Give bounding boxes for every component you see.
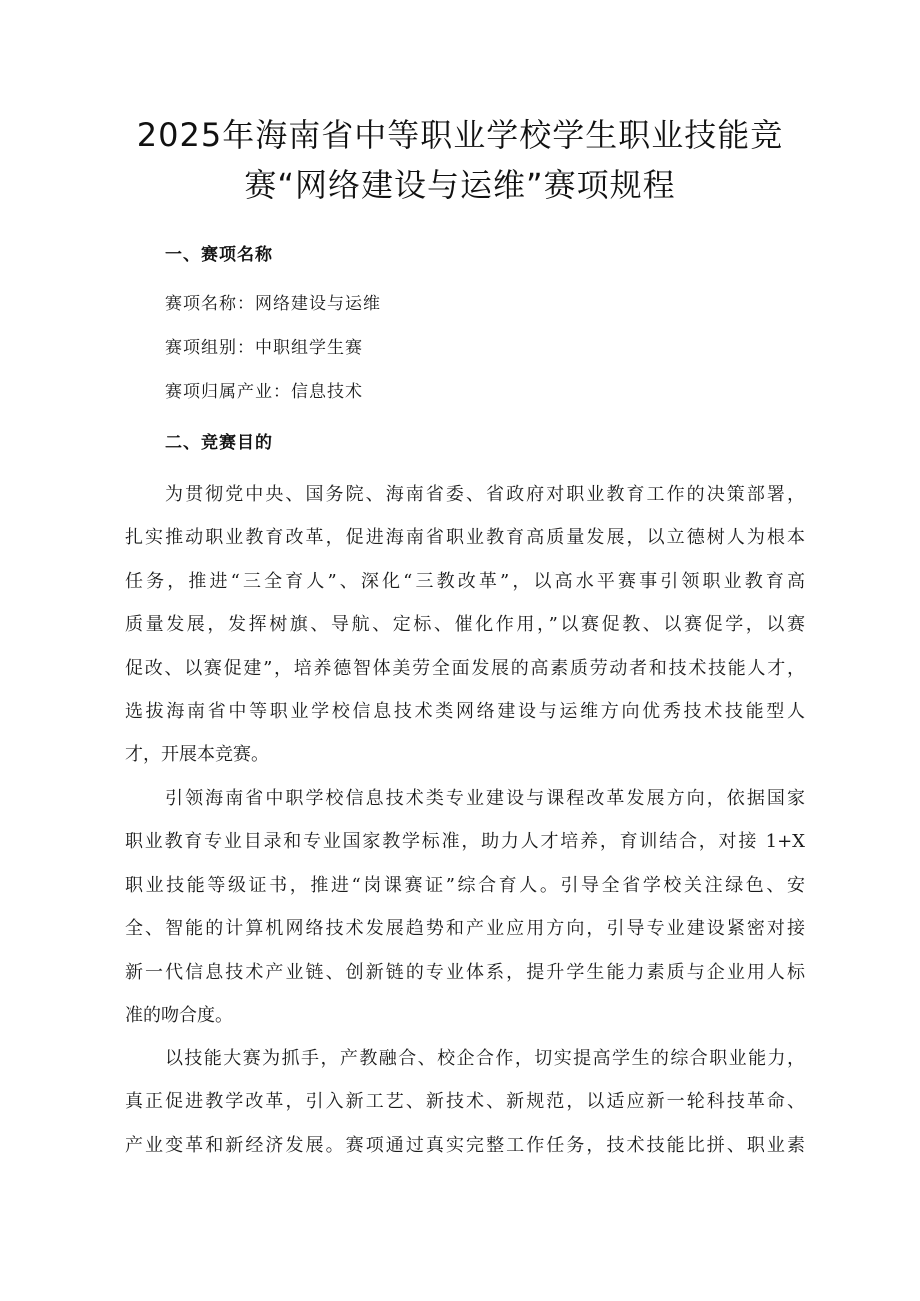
info-event-name: 赛项名称：网络建设与运维: [165, 294, 381, 314]
paragraph-line: 准的吻合度。: [125, 1005, 233, 1027]
paragraph-line: 真正促进教学改革，引入新工艺、新技术、新规范，以适应新一轮科技革命、: [125, 1091, 805, 1113]
title-line-1: 2025年海南省中等职业学校学生职业技能竞: [136, 116, 784, 154]
title-line-2: 赛“网络建设与运维”赛项规程: [244, 166, 676, 204]
paragraph-line: 促改、以赛促建”，培养德智体美劳全面发展的高素质劳动者和技术技能人才，: [125, 657, 805, 679]
section-heading-competition-purpose: 二、竞赛目的: [165, 433, 273, 453]
info-event-industry: 赛项归属产业：信息技术: [165, 382, 363, 402]
paragraph-line: 全、智能的计算机网络技术发展趋势和产业应用方向，引导专业建设紧密对接: [125, 918, 805, 940]
paragraph-line: 以技能大赛为抓手，产教融合、校企合作，切实提高学生的综合职业能力，: [165, 1048, 805, 1069]
paragraph-line: 任务，推进“三全育人”、深化“三教改革”，以高水平赛事引领职业教育高: [125, 570, 805, 592]
paragraph-line: 扎实推动职业教育改革，促进海南省职业教育高质量发展，以立德树人为根本: [125, 527, 805, 549]
paragraph-line: 职业教育专业目录和专业国家教学标准，助力人才培养，育训结合，对接 1+X: [125, 831, 805, 853]
paragraph-purpose-2: [125, 777, 805, 1037]
info-event-group: 赛项组别：中职组学生赛: [165, 338, 363, 358]
paragraph-line: 才，开展本竞赛。: [125, 744, 269, 766]
document-title: [100, 110, 820, 210]
paragraph-purpose-1: [125, 473, 805, 777]
paragraph-line: 质量发展，发挥树旗、导航、定标、催化作用，”以赛促教、以赛促学，以赛: [125, 614, 805, 636]
section-heading-event-name: 一、赛项名称: [165, 245, 273, 265]
paragraph-purpose-3: [125, 1037, 805, 1167]
paragraph-line: 新一代信息技术产业链、创新链的专业体系，提升学生能力素质与企业用人标: [125, 961, 805, 983]
paragraph-line: 引领海南省中职学校信息技术类专业建设与课程改革发展方向，依据国家: [165, 788, 805, 809]
paragraph-line: 选拔海南省中等职业学校信息技术类网络建设与运维方向优秀技术技能型人: [125, 701, 805, 723]
paragraph-line: 产业变革和新经济发展。赛项通过真实完整工作任务，技术技能比拼、职业素: [125, 1134, 805, 1156]
paragraph-line: 职业技能等级证书，推进“岗课赛证”综合育人。引导全省学校关注绿色、安: [125, 874, 805, 896]
paragraph-line: 为贯彻党中央、国务院、海南省委、省政府对职业教育工作的决策部署，: [165, 484, 805, 505]
